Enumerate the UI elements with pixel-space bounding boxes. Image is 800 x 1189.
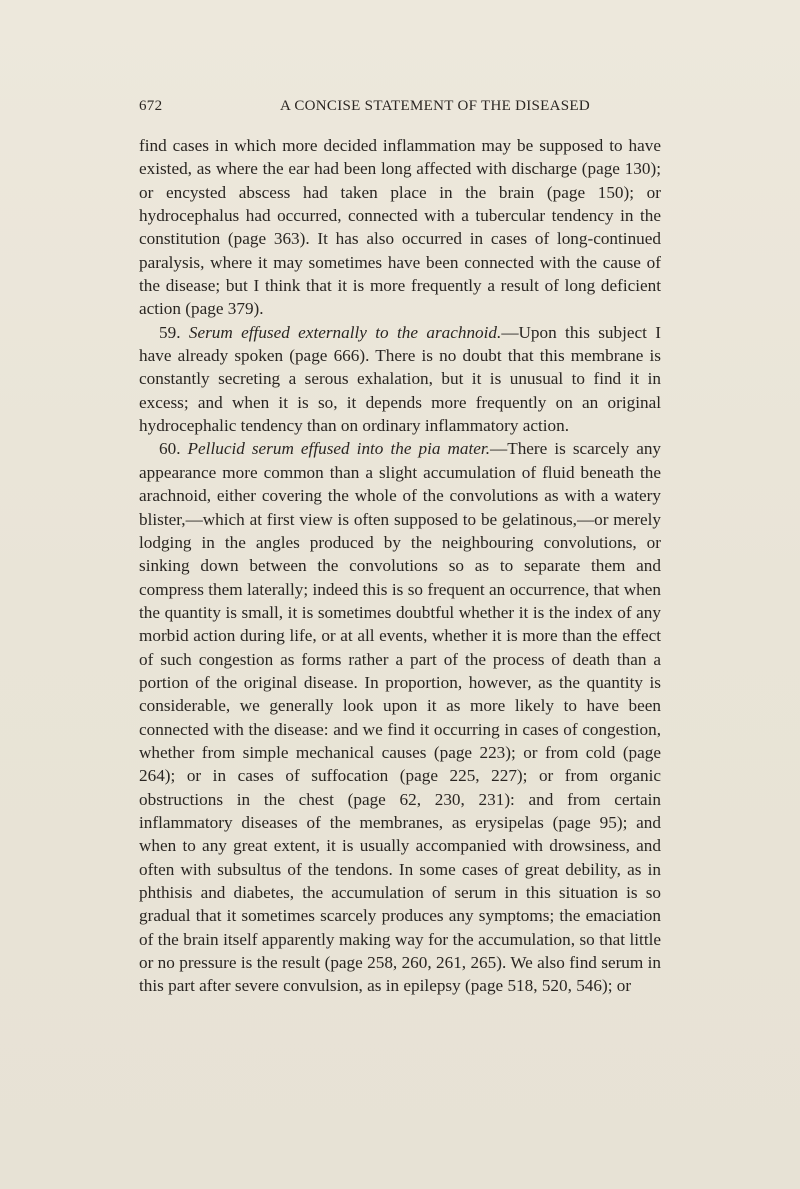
section-60 bbox=[139, 437, 661, 997]
paragraph-text: —There is scarcely any appearance more common than a slight accumulation of fluid beneath the arachnoid, either covering the whole of the convolutions as with a watery blister,—which at first view is often supposed to be gelatinous,—or merely lodging in the angles produced by the neighbouring convolutions, or sinking down between the convolutions so as to separate them and compress them laterally; indeed this is so frequent an occurrence, that when the quantity is small, it is sometimes doubtful whether it is the index of any morbid action during life, or at all events, whether it is more than the effect of such congestion as forms rather a part of the process of death than a portion of the original disease. In proportion, however, as the quantity is considerable, we generally look upon it as more likely to have been connected with the disease: and we find it occurring in cases of congestion, whether from simple mechanical causes (page 223); or from cold (page 264); or in cases of suffocation (page 225, 227); or from organic obstructions in the chest (page 62, 230, 231): and from certain inflammatory diseases of the membranes, as erysipelas (page 95); and when to any great extent, it is usually accompanied with drowsiness, and often with subsultus of the tendons. In some cases of great debility, as in phthisis and diabetes, the accumulation of serum in this situation is so gradual that it sometimes scarcely produces any symptoms; the emaciation of the brain itself apparently making way for the accumulation, so that little or no pressure is the result (page 258, 260, 261, 265). We also find serum in this part after severe convulsion, as in epilepsy (page 518, 520, 546); or bbox=[139, 439, 662, 996]
section-title: Serum effused externally to the arachnoid. bbox=[188, 322, 502, 342]
section-59 bbox=[139, 321, 661, 438]
running-head bbox=[139, 98, 659, 120]
body-text bbox=[139, 134, 661, 998]
paragraph-continuation bbox=[139, 134, 661, 321]
paragraph-text: find cases in which more decided inflammation may be supposed to have existed, as where the ear had been long affected with discharge (page 130); or encysted abscess had taken place in the brain (page 150); or hydrocephalus had occurred, connected with a tubercular tendency in the constitution (page 363). It has also occurred in cases of long-continued paralysis, where it may sometimes have been connected with the cause of the disease; but I think that it is more frequently a result of long deficient action (page 379). bbox=[139, 136, 661, 319]
paragraph-text: —Upon this subject I have already spoken (page 666). There is no doubt that this membrane is constantly secreting a serous exhalation, but it is unusual to find it in excess; and when it is so, it depends more frequently on an original hydrocephalic tendency than on ordinary inflammatory action. bbox=[139, 322, 662, 436]
page-number: 672 bbox=[139, 98, 163, 114]
section-number: 59. bbox=[159, 322, 181, 342]
running-title: A CONCISE STATEMENT OF THE DISEASED bbox=[280, 98, 591, 114]
section-title: Pellucid serum effused into the pia mater. bbox=[187, 439, 491, 459]
section-number: 60. bbox=[159, 439, 181, 459]
